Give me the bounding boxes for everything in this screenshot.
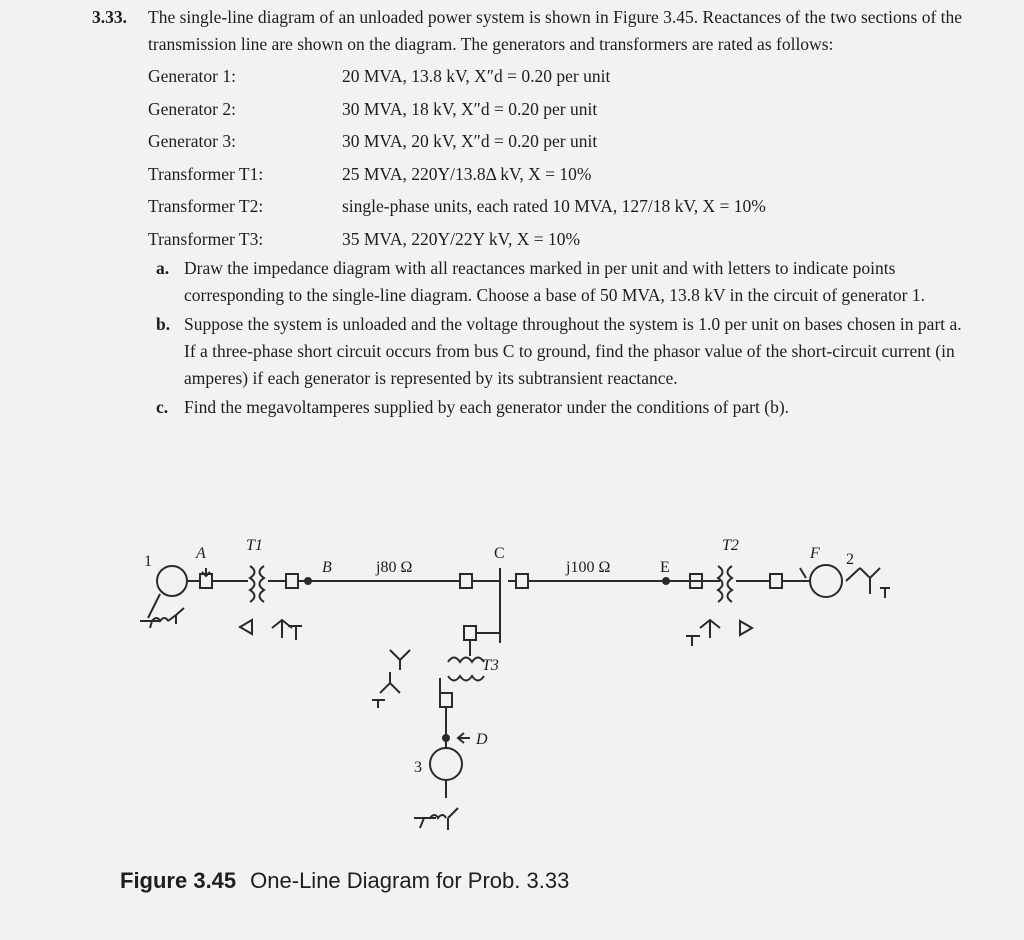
question-parts [156,255,972,421]
delta-icon [240,620,252,634]
rating-row [148,158,972,191]
rating-value: 25 MVA, 220Y/13.8Δ kV, X = 10% [342,163,592,184]
point-d-arrow-icon [458,733,470,743]
part-letter: c. [156,397,169,417]
point-a-label: A [196,545,206,562]
rating-row [148,93,972,126]
t2-secondary-coil-icon [728,566,733,602]
t2-primary-coil-icon [718,566,723,602]
gen3-label: 3 [414,759,422,776]
part-letter: a. [156,258,170,278]
point-d-label: D [476,731,488,748]
t1-label: T1 [246,537,263,554]
rating-row [148,125,972,158]
point-e-label: E [660,559,670,576]
part-text: Draw the impedance diagram with all reactances marked in per unit and with letters to indicate points corresponding to the single-line diagram. Choose a base of 50 MVA, 13.8 kV in the circuit of generator 1. [184,258,925,305]
rating-label: Generator 2: [148,98,236,119]
bus-c [460,568,720,643]
wye-ground-icon [686,620,720,646]
question-part-c [156,394,972,421]
generator-1 [140,566,248,628]
wye-ground-icon [372,672,400,708]
figure-caption [120,868,569,894]
t3-secondary-coil-icon [448,676,484,681]
t1-primary-coil-icon [250,566,255,602]
rating-label: Generator 3: [148,131,236,151]
part-letter: b. [156,314,171,334]
rating-value: 30 MVA, 20 kV, X″d = 0.20 per unit [342,131,598,151]
part-text: Find the megavoltamperes supplied by each generator under the conditions of part (b). [184,397,790,417]
problem-intro: The single-line diagram of an unloaded power system is shown in Figure 3.45. Reactances of the two sections of the transmission line are shown on the diagram. The generators and transformers are rated as follows: [148,7,963,54]
transformer-t3 [372,626,500,748]
gen2-label: 2 [846,551,854,568]
point-f-label: F [810,545,820,562]
ground-icon [140,594,160,628]
part-text: Suppose the system is unloaded and the voltage throughout the system is 1.0 per unit on bases chosen in part a. If a three-phase short circuit occurs from bus C to ground, find the phasor value of the short-circuit current (in amperes) if each generator is represented by its subtransient reactance. [184,314,962,388]
rating-value: 35 MVA, 220Y/22Y kV, X = 10% [342,228,581,249]
point-f-arrow-icon [800,568,806,578]
t2-label: T2 [722,537,739,554]
delta-icon [740,621,752,635]
point-b-label: B [322,559,332,576]
line1-reactance-label: j80 Ω [376,559,413,576]
problem-number: 3.33. [92,7,127,27]
rating-label: Transformer T3: [148,228,264,249]
generator-2 [770,565,890,598]
ground-icon [414,808,458,830]
figure-title: One-Line Diagram for Prob. 3.33 [250,868,570,893]
t1-secondary-coil-icon [260,566,265,602]
wye-icon [390,650,410,670]
rating-row [148,60,972,93]
rating-row [148,190,972,223]
figure-label: Figure 3.45 [120,868,237,893]
t3-primary-coil-icon [448,658,484,663]
transformer-t2 [663,566,770,646]
one-line-diagram [0,528,1024,868]
rating-row [148,223,972,256]
wye-ground-icon [846,568,890,598]
rating-value: single-phase units, each rated 10 MVA, 127/18 kV, X = 10% [342,196,766,216]
question-part-a [156,255,972,309]
ratings-list [148,60,972,255]
rating-value: 30 MVA, 18 kV, X″d = 0.20 per unit [342,98,598,119]
rating-value: 20 MVA, 13.8 kV, X″d = 0.20 per unit [342,66,611,86]
wye-icon [168,608,184,624]
rating-label: Transformer T1: [148,163,264,184]
problem-statement [92,4,972,423]
transformer-t1 [240,566,460,640]
gen1-label: 1 [144,553,152,570]
point-c-label: C [494,545,505,562]
problem-header [92,4,972,58]
wye-ground-icon [272,620,302,640]
question-part-b [156,311,972,392]
line2-reactance-label: j100 Ω [566,559,611,576]
t3-label: T3 [482,657,499,674]
rating-label: Generator 1: [148,66,236,86]
rating-label: Transformer T2: [148,196,264,216]
